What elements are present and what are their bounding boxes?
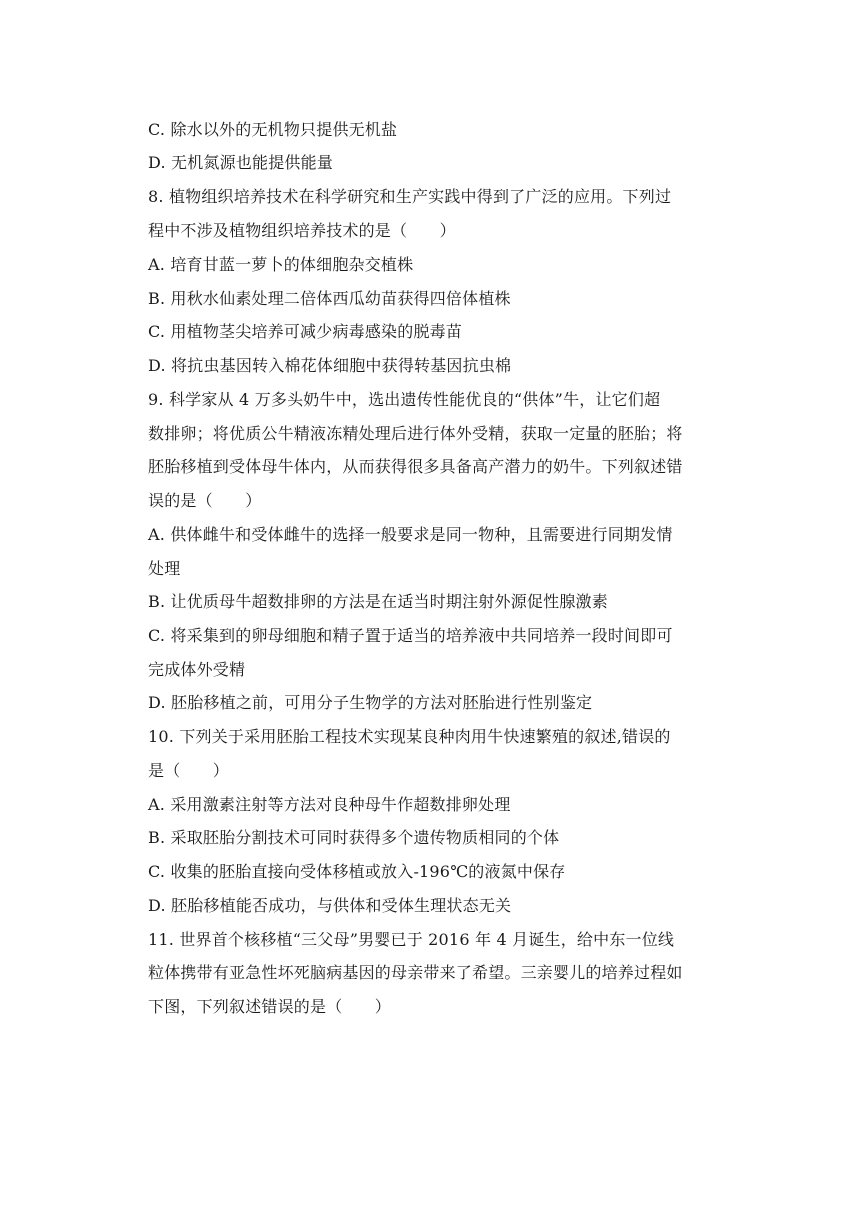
- option-c-q9-line-1: C. 将采集到的卵母细胞和精子置于适当的培养液中共同培养一段时间即可: [148, 626, 673, 645]
- question-10-line-1: 10. 下列关于采用胚胎工程技术实现某良种肉用牛快速繁殖的叙述,错误的: [148, 727, 671, 746]
- question-11-line-2: 粒体携带有亚急性坏死脑病基因的母亲带来了希望。三亲婴儿的培养过程如: [148, 963, 683, 982]
- question-9-line-4: 误的是（ ）: [148, 491, 262, 510]
- option-d-q8: D. 将抗虫基因转入棉花体细胞中获得转基因抗虫棉: [148, 356, 512, 375]
- question-11-line-1: 11. 世界首个核移植“三父母”男婴已于 2016 年 4 月诞生，给中东一位线: [148, 930, 675, 949]
- option-b-q8: B. 用秋水仙素处理二倍体西瓜幼苗获得四倍体植株: [148, 289, 511, 308]
- option-d-q7: D. 无机氮源也能提供能量: [148, 153, 334, 172]
- option-c-q9-line-2: 完成体外受精: [148, 660, 246, 679]
- option-a-q9-line-2: 处理: [148, 559, 181, 578]
- question-11-line-3: 下图，下列叙述错误的是（ ）: [148, 997, 392, 1016]
- option-c-q10: C. 收集的胚胎直接向受体移植或放入-196℃的液氮中保存: [148, 862, 566, 881]
- option-b-q9: B. 让优质母牛超数排卵的方法是在适当时期注射外源促性腺激素: [148, 592, 608, 611]
- question-9-line-2: 数排卵；将优质公牛精液冻精处理后进行体外受精，获取一定量的胚胎；将: [148, 424, 683, 443]
- question-8-line-1: 8. 植物组织培养技术在科学研究和生产实践中得到了广泛的应用。下列过: [148, 187, 672, 206]
- option-a-q9-line-1: A. 供体雌牛和受体雌牛的选择一般要求是同一物种，且需要进行同期发情: [148, 525, 673, 544]
- question-9-line-1: 9. 科学家从 4 万多头奶牛中，选出遗传性能优良的“供体”牛，让它们超: [148, 390, 661, 409]
- option-d-q9: D. 胚胎移植之前，可用分子生物学的方法对胚胎进行性别鉴定: [148, 693, 593, 712]
- option-a-q8: A. 培育甘蓝一萝卜的体细胞杂交植株: [148, 255, 414, 274]
- question-9-line-3: 胚胎移植到受体母牛体内，从而获得很多具备高产潜力的奶牛。下列叙述错: [148, 457, 683, 476]
- option-c-q7: C. 除水以外的无机物只提供无机盐: [148, 120, 398, 139]
- option-d-q10: D. 胚胎移植能否成功，与供体和受体生理状态无关: [148, 896, 512, 915]
- option-c-q8: C. 用植物茎尖培养可减少病毒感染的脱毒苗: [148, 322, 463, 341]
- question-10-line-2: 是（ ）: [148, 761, 230, 780]
- option-a-q10: A. 采用激素注射等方法对良种母牛作超数排卵处理: [148, 795, 511, 814]
- question-8-line-2: 程中不涉及植物组织培养技术的是（ ）: [148, 221, 456, 240]
- option-b-q10: B. 采取胚胎分割技术可同时获得多个遗传物质相同的个体: [148, 828, 560, 847]
